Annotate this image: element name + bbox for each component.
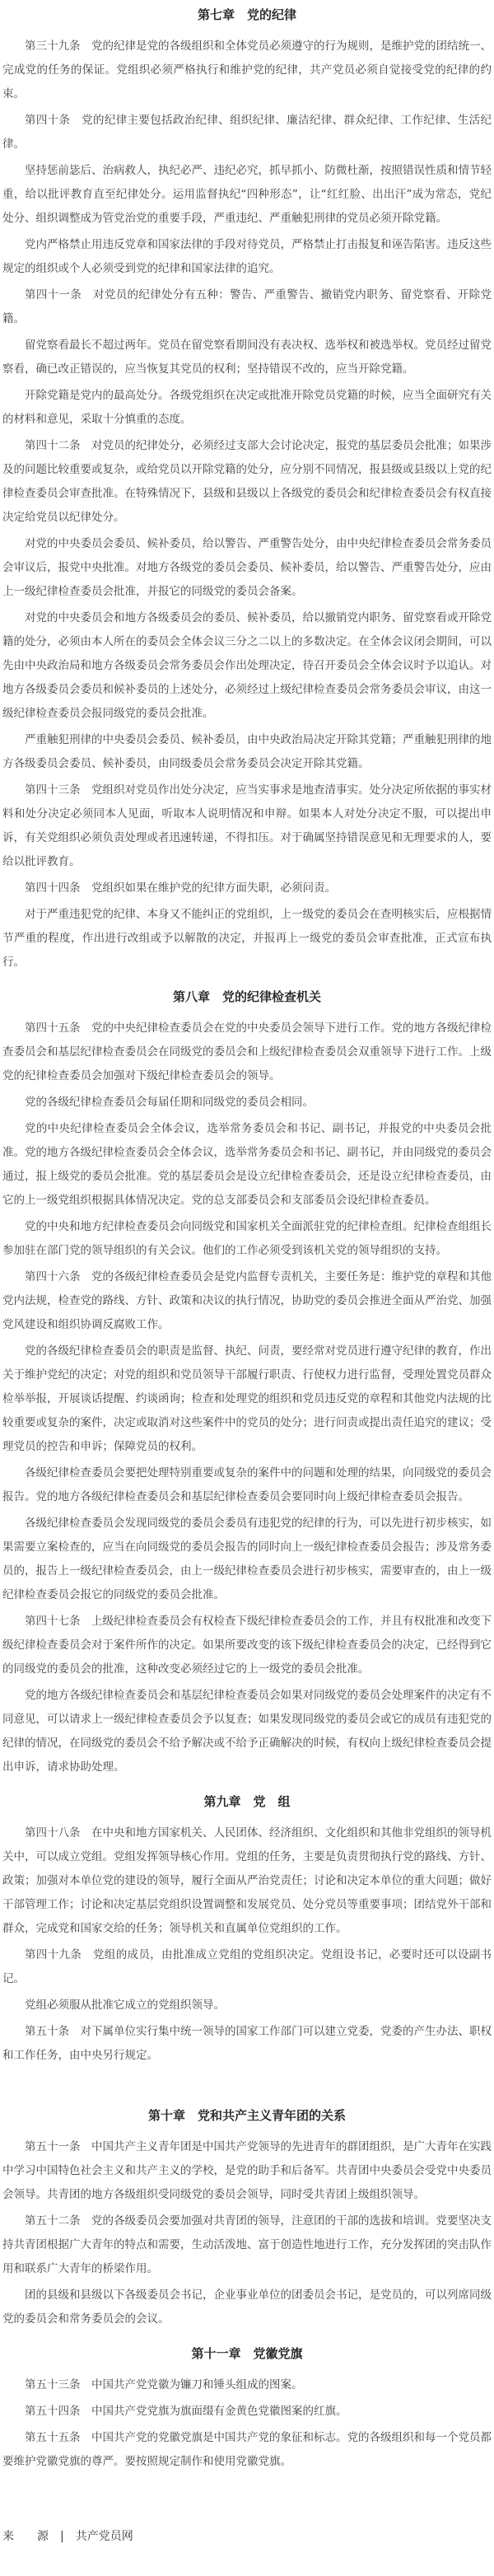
paragraph: 第四十四条 党组织如果在维护党的纪律方面失职，必须问责。 (25, 881, 336, 895)
paragraph: 第三十九条 党的纪律是党的各级组织和全体党员必须遵守的行为规则，是维护党的团结统一、完成党的任务的保证。党组织必须严格执行和维护党的纪律，共产党员必须自觉接受党的纪律的约束。 (2, 40, 492, 101)
paragraph: 第五十五条 中国共产党的党徽党旗是中国共产党的象征和标志。党的各级组织和每一个党员都要维护党徽党旗的尊严。要按照规定制作和使用党徽党旗。 (2, 2431, 492, 2468)
paragraph: 坚持惩前毖后、治病救人，执纪必严、违纪必究，抓早抓小、防微杜渐，按照错误性质和情节轻重，给以批评教育直至纪律处分。运用监督执纪“四种形态”，让“红红脸、出出汗”成为常态，党纪处分、组织调整成为管党治党的重要手段，严重违纪、严重触犯刑律的党员必须开除党籍。 (2, 164, 492, 225)
paragraph: 党的各级纪律检查委员会的职责是监督、执纪、问责，要经常对党员进行遵守纪律的教育，作出关于维护党纪的决定；对党的组织和党员领导干部履行职责、行使权力进行监督，受理处置党员群众检举举报，开展谈话提醒、约谈函询；检查和处理党的组织和党员违反党的章程和其他党内法规的比较重要或复杂的案件，决定或取消对这些案件中的党员的处分；进行问责或提出责任追究的建议；受理党员的控告和申诉；保障党员的权利。 (2, 1344, 492, 1453)
chapter-heading: 第九章 党 组 (203, 1794, 291, 1809)
paragraph: 第五十条 对下属单位实行集中统一领导的国家工作部门可以建立党委，党委的产生办法、职权和工作任务，由中央另行规定。 (2, 2025, 492, 2062)
chapter-section (2, 1790, 492, 2068)
paragraph: 第四十二条 对党员的纪律处分，必须经过支部大会讨论决定，报党的基层委员会批准；如果涉及的问题比较重要或复杂，或给党员以开除党籍的处分，应分别不同情况，报县级或县级以上党的纪律检查委员会审查批准。在特殊情况下，县级和县级以上各级党的委员会和纪律检查委员会有权直接决定给党员以纪律处分。 (2, 439, 492, 524)
source-attribution: 来 源 | 共产党员网 (2, 2530, 133, 2543)
chapter-section (2, 2342, 492, 2474)
chapter-section (2, 2104, 492, 2331)
paragraph: 第五十四条 中国共产党党旗为旗面缀有金黄色党徽图案的红旗。 (25, 2405, 347, 2418)
paragraph: 第四十九条 党组的成员，由批准成立党组的党组织决定。党组设书记，必要时还可以设副书记。 (2, 1948, 492, 1985)
paragraph: 第五十三条 中国共产党党徽为镰刀和锤头组成的图案。 (25, 2378, 303, 2391)
paragraph: 第四十条 党的纪律主要包括政治纪律、组织纪律、廉洁纪律、群众纪律、工作纪律、生活纪律。 (2, 114, 492, 151)
chapter-heading: 第八章 党的纪律检查机关 (172, 989, 321, 1004)
chapter-heading: 第十一章 党徽党旗 (191, 2346, 303, 2361)
paragraph: 第五十二条 党的各级委员会要加强对共青团的领导，注意团的干部的选拔和培训。党要坚决支持共青团根据广大青年的特点和需要，生动活泼地、富于创造性地进行工作，充分发挥团的突击队作用和联系广大青年的桥梁作用。 (2, 2214, 492, 2275)
paragraph: 党组必须服从批准它成立的党组织领导。 (25, 1999, 225, 2012)
paragraph: 党的中央和地方纪律检查委员会向同级党和国家机关全面派驻党的纪律检查组。纪律检查组组长参加驻在部门党的领导组织的有关会议。他们的工作必须受到该机关党的领导组织的支持。 (2, 1220, 492, 1257)
paragraph: 党内严格禁止用违反党章和国家法律的手段对待党员，严格禁止打击报复和诬告陷害。违反这些规定的组织或个人必须受到党的纪律和国家法律的追究。 (2, 238, 492, 275)
paragraph: 各级纪律检查委员会要把处理特别重要或复杂的案件中的问题和处理的结果，向同级党的委员会报告。党的地方各级纪律检查委员会和基层纪律检查委员会要同时向上级纪律检查委员会报告。 (2, 1466, 492, 1503)
paragraph: 留党察看最长不超过两年。党员在留党察看期间没有表决权、选举权和被选举权。党员经过留党察看，确已改正错误的，应当恢复其党员的权利；坚持错误不改的，应当开除党籍。 (2, 339, 492, 376)
paragraph: 第四十七条 上级纪律检查委员会有权检查下级纪律检查委员会的工作，并且有权批准和改变下级纪律检查委员会对于案件所作的决定。如果所要改变的该下级纪律检查委员会的决定，已经得到它的同级党的委员会的批准，这种改变必须经过它的上一级党的委员会批准。 (2, 1615, 492, 1676)
paragraph: 对党的中央委员会委员、候补委员，给以警告、严重警告处分，由中央纪律检查委员会常务委员会审议后，报党中央批准。对地方各级党的委员会委员、候补委员，给以警告、严重警告处分，应由上一级纪律检查委员会批准，并报它的同级党的委员会备案。 (2, 537, 492, 598)
paragraph: 各级纪律检查委员会发现同级党的委员会委员有违犯党的纪律的行为，可以先进行初步核实，如果需要立案检查的，应当在向同级党的委员会报告的同时向上一级纪律检查委员会报告；涉及常务委员的，报告上一级纪律检查委员会，由上一级纪律检查委员会进行初步核实，需要审查的，由上一级纪律检查委员会报它的同级党的委员会批准。 (2, 1517, 492, 1601)
paragraph: 党的中央纪律检查委员会全体会议，选举常务委员会和书记、副书记，并报党的中央委员会批准。党的地方各级纪律检查委员会全体会议，选举常务委员会和书记、副书记，并由同级党的委员会通过，报上级党的委员会批准。党的基层委员会是设立纪律检查委员会，还是设立纪律检查委员，由它的上一级党组织根据具体情况决定。党的总支部委员会和支部委员会设纪律检查委员。 (2, 1122, 492, 1207)
paragraph: 团的县级和县级以下各级委员会书记，企业事业单位的团委员会书记，是党员的，可以列席同级党的委员会和常务委员会的会议。 (2, 2288, 492, 2326)
chapter-heading: 第七章 党的纪律 (197, 7, 296, 22)
paragraph: 对于严重违犯党的纪律、本身又不能纠正的党组织，上一级党的委员会在查明核实后，应根据情节严重的程度，作出进行改组或予以解散的决定，并报再上一级党的委员会审查批准，正式宣布执行。 (2, 908, 492, 969)
paragraph: 党的各级纪律检查委员会每届任期和同级党的委员会相同。 (25, 1096, 314, 1109)
chapter-section (2, 3, 492, 975)
chapter-heading: 第十章 党和共产主义青年团的关系 (147, 2108, 346, 2123)
paragraph: 党的地方各级纪律检查委员会和基层纪律检查委员会如果对同级党的委员会处理案件的决定有不同意见，可以请求上一级纪律检查委员会予以复查；如果发现同级党的委员会或它的成员有违犯党的纪律的情况，在同级党的委员会不给予解决或不给予正确解决的时候，有权向上级纪律检查委员会提出申诉，请求协助处理。 (2, 1689, 492, 1774)
paragraph: 严重触犯刑律的中央委员会委员、候补委员，由中央政治局决定开除其党籍；严重触犯刑律的地方各级委员会委员、候补委员，由同级委员会常务委员会决定开除其党籍。 (2, 733, 492, 770)
chapters-container (2, 3, 492, 2474)
chapter-section (2, 985, 492, 1779)
paragraph: 第四十三条 党组织对党员作出处分决定，应当实事求是地查清事实。处分决定所依据的事实材料和处分决定必须同本人见面，听取本人说明情况和申辩。如果本人对处分决定不服，可以提出申诉，有关党组织必须负责处理或者迅速转递，不得扣压。对于确属坚持错误意见和无理要求的人，要给以批评教育。 (2, 783, 492, 868)
paragraph: 第四十一条 对党员的纪律处分有五种：警告、严重警告、撤销党内职务、留党察看、开除党籍。 (2, 288, 492, 325)
paragraph: 对党的中央委员会和地方各级委员会的委员、候补委员，给以撤销党内职务、留党察看或开除党籍的处分，必须由本人所在的委员会全体会议三分之二以上的多数决定。在全体会议闭会期间，可以先由中央政治局和地方各级委员会常务委员会作出处理决定，待召开委员会全体会议时予以追认。对地方各级委员会委员和候补委员的上述处分，必须经过上级纪律检查委员会常务委员会审议，由这一级纪律检查委员会报同级党的委员会批准。 (2, 611, 492, 720)
paragraph: 第四十八条 在中央和地方国家机关、人民团体、经济组织、文化组织和其他非党组织的领导机关中，可以成立党组。党组发挥领导核心作用。党组的任务，主要是负责贯彻执行党的路线、方针、政策；加强对本单位党的建设的领导，履行全面从严治党责任；讨论和决定本单位的重大问题；做好干部管理工作；讨论和决定基层党组织设置调整和发展党员、处分党员等重要事项；团结党外干部和群众，完成党和国家交给的任务；领导机关和直属单位党组织的工作。 (2, 1826, 492, 1935)
paragraph: 第五十一条 中国共产主义青年团是中国共产党领导的先进青年的群团组织，是广大青年在实践中学习中国特色社会主义和共产主义的学校，是党的助手和后备军。共青团中央委员会受党中央委员会领导。共青团的地方各级组织受同级党的委员会领导，同时受共青团上级组织领导。 (2, 2140, 492, 2201)
paragraph: 开除党籍是党内的最高处分。各级党组织在决定或批准开除党员党籍的时候，应当全面研究有关的材料和意见，采取十分慎重的态度。 (2, 389, 492, 426)
paragraph: 第四十五条 党的中央纪律检查委员会在党的中央委员会领导下进行工作。党的地方各级纪律检查委员会和基层纪律检查委员会在同级党的委员会和上级纪律检查委员会双重领导下进行工作。上级党的纪律检查委员会加强对下级纪律检查委员会的领导。 (2, 1022, 492, 1082)
paragraph: 第四十六条 党的各级纪律检查委员会是党内监督专责机关，主要任务是：维护党的章程和其他党内法规，检查党的路线、方针、政策和决议的执行情况，协助党的委员会推进全面从严治党、加强党风建设和组织协调反腐败工作。 (2, 1270, 492, 1331)
